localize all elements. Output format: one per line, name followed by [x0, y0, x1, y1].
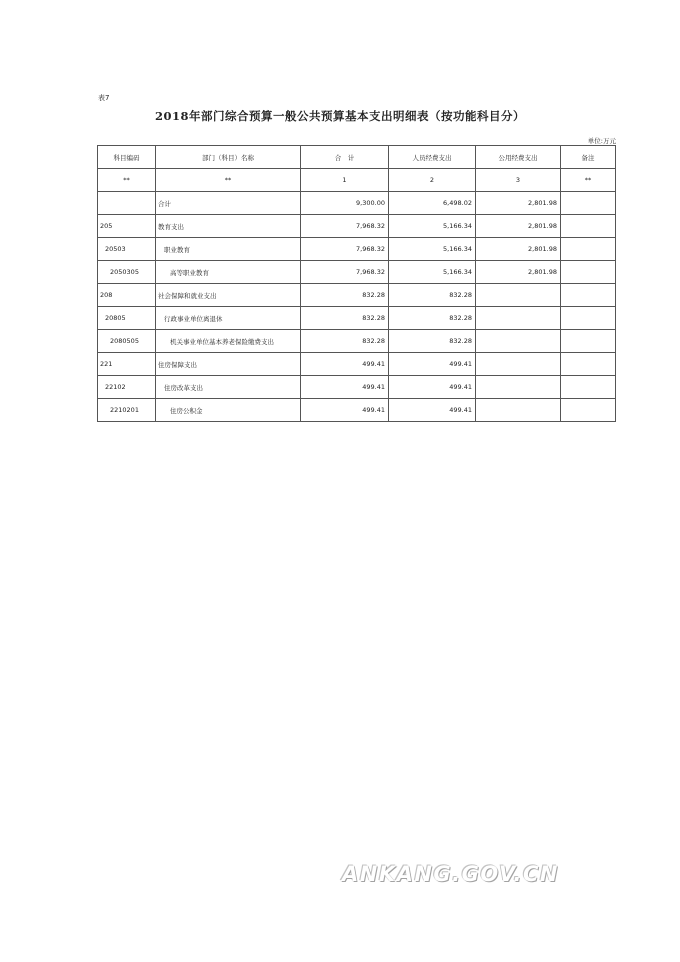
row-public: 2,801.98: [476, 215, 561, 238]
row-total: 7,968.32: [301, 261, 389, 284]
row-total: 7,968.32: [301, 238, 389, 261]
table-index-row: [98, 169, 616, 192]
row-name: 住房改革支出: [156, 376, 301, 399]
row-public: 2,801.98: [476, 261, 561, 284]
row-total: 832.28: [301, 284, 389, 307]
table-row: [98, 192, 616, 215]
table-row: [98, 284, 616, 307]
header-public: 公用经费支出: [476, 146, 561, 169]
row-name: 住房公积金: [156, 399, 301, 422]
row-public: 2,801.98: [476, 192, 561, 215]
row-public: [476, 399, 561, 422]
row-name: 行政事业单位离退休: [156, 307, 301, 330]
row-code: [98, 192, 156, 215]
table-row: [98, 353, 616, 376]
row-public: [476, 330, 561, 353]
row-personnel: 5,166.34: [389, 238, 476, 261]
row-name: 高等职业教育: [156, 261, 301, 284]
row-remarks: [561, 353, 616, 376]
index-name: **: [156, 169, 301, 192]
table-row: [98, 376, 616, 399]
row-personnel: 499.41: [389, 353, 476, 376]
row-code: 205: [98, 215, 156, 238]
row-name: 机关事业单位基本养老保险缴费支出: [156, 330, 301, 353]
index-code: **: [98, 169, 156, 192]
site-watermark: ANKANG.GOV.CN: [342, 862, 559, 886]
row-code: 22102: [98, 376, 156, 399]
row-code: 221: [98, 353, 156, 376]
header-remarks: 备注: [561, 146, 616, 169]
index-total: 1: [301, 169, 389, 192]
row-name: 社会保障和就业支出: [156, 284, 301, 307]
row-code: 2050305: [98, 261, 156, 284]
row-public: [476, 376, 561, 399]
row-personnel: 832.28: [389, 284, 476, 307]
row-name: 合计: [156, 192, 301, 215]
row-personnel: 832.28: [389, 330, 476, 353]
table-header-row: [98, 146, 616, 169]
budget-table: [97, 145, 616, 422]
row-remarks: [561, 376, 616, 399]
table-row: [98, 261, 616, 284]
row-remarks: [561, 399, 616, 422]
row-name: 教育支出: [156, 215, 301, 238]
table-row: [98, 399, 616, 422]
row-code: 20805: [98, 307, 156, 330]
row-public: [476, 284, 561, 307]
row-public: [476, 353, 561, 376]
row-code: 2210201: [98, 399, 156, 422]
index-public: 3: [476, 169, 561, 192]
table-row: [98, 307, 616, 330]
table-number-label: 表7: [98, 94, 110, 102]
row-name: 职业教育: [156, 238, 301, 261]
row-remarks: [561, 215, 616, 238]
row-personnel: 6,498.02: [389, 192, 476, 215]
row-code: 208: [98, 284, 156, 307]
row-code: 20503: [98, 238, 156, 261]
row-personnel: 5,166.34: [389, 261, 476, 284]
row-personnel: 499.41: [389, 399, 476, 422]
row-total: 7,968.32: [301, 215, 389, 238]
row-remarks: [561, 238, 616, 261]
row-total: 499.41: [301, 376, 389, 399]
row-remarks: [561, 284, 616, 307]
row-name: 住房保障支出: [156, 353, 301, 376]
row-total: 9,300.00: [301, 192, 389, 215]
row-remarks: [561, 192, 616, 215]
row-total: 499.41: [301, 399, 389, 422]
row-public: 2,801.98: [476, 238, 561, 261]
row-total: 832.28: [301, 330, 389, 353]
row-public: [476, 307, 561, 330]
table-row: [98, 238, 616, 261]
header-name: 部门（科目）名称: [156, 146, 301, 169]
row-personnel: 832.28: [389, 307, 476, 330]
header-code: 科目编码: [98, 146, 156, 169]
table-row: [98, 215, 616, 238]
row-remarks: [561, 330, 616, 353]
row-remarks: [561, 261, 616, 284]
row-personnel: 499.41: [389, 376, 476, 399]
header-total: 合 计: [301, 146, 389, 169]
unit-label: 单位:万元: [587, 137, 616, 145]
row-remarks: [561, 307, 616, 330]
row-code: 2080505: [98, 330, 156, 353]
row-personnel: 5,166.34: [389, 215, 476, 238]
index-personnel: 2: [389, 169, 476, 192]
header-personnel: 人员经费支出: [389, 146, 476, 169]
index-remarks: **: [561, 169, 616, 192]
row-total: 499.41: [301, 353, 389, 376]
document-title: 2018年部门综合预算一般公共预算基本支出明细表（按功能科目分）: [154, 109, 525, 123]
row-total: 832.28: [301, 307, 389, 330]
table-row: [98, 330, 616, 353]
